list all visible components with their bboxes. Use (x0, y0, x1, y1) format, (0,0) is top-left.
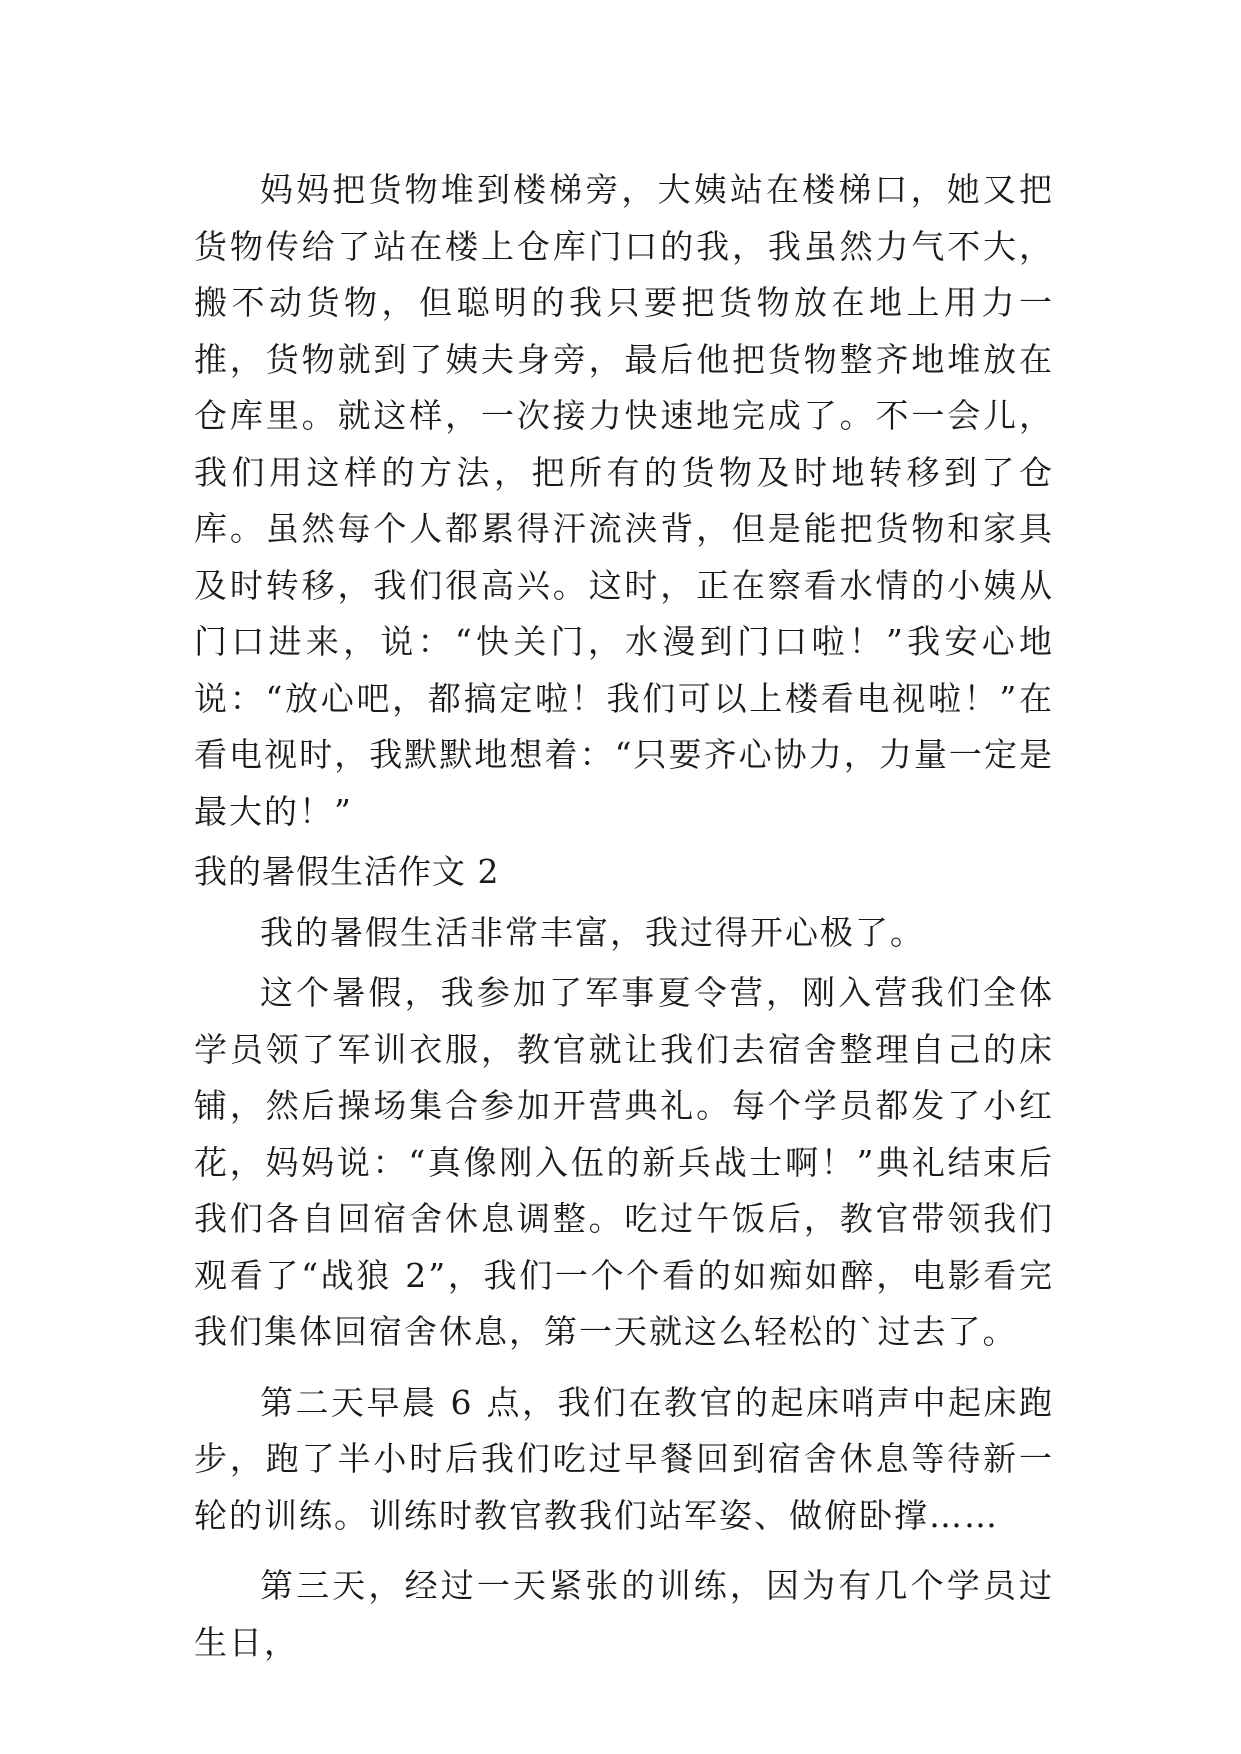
document-body (194, 162, 1054, 1671)
paragraph-2: 这个暑假，我参加了军事夏令营，刚入营我们全体学员领了军训衣服，教官就让我们去宿舍整理自己的床铺，然后操场集合参加开营典礼。每个学员都发了小红花，妈妈说：“真像刚入伍的新兵战士啊！”典礼结束后我们各自回宿舍休息调整。吃过午饭后，教官带领我们观看了“战狼 2”，我们一个个看的如痴如醉，电影看完我们集体回宿舍休息，第一天就这么轻松的`过去了。 (194, 973, 1054, 1351)
paragraph-3: 第二天早晨 6 点，我们在教官的起床哨声中起床跑步，跑了半小时后我们吃过早餐回到宿舍休息等待新一轮的训练。训练时教官教我们站军姿、做俯卧撑…… (194, 1382, 1054, 1535)
paragraph-4: 第三天，经过一天紧张的训练，因为有几个学员过生日， (194, 1566, 1054, 1662)
paragraph-intro: 妈妈把货物堆到楼梯旁，大姨站在楼梯口，她又把货物传给了站在楼上仓库门口的我，我虽然力气不大，搬不动货物，但聪明的我只要把货物放在地上用力一推，货物就到了姨夫身旁，最后他把货物整齐地堆放在仓库里。就这样，一次接力快速地完成了。不一会儿，我们用这样的方法，把所有的货物及时地转移到了仓库。虽然每个人都累得汗流浃背，但是能把货物和家具及时转移，我们很高兴。这时，正在察看水情的小姨从门口进来，说：“快关门，水漫到门口啦！”我安心地说：“放心吧，都搞定啦！我们可以上楼看电视啦！”在看电视时，我默默地想着：“只要齐心协力，力量一定是最大的！” (194, 170, 1054, 831)
section-heading: 我的暑假生活作文 2 (194, 852, 500, 891)
paragraph-1: 我的暑假生活非常丰富，我过得开心极了。 (260, 912, 925, 952)
